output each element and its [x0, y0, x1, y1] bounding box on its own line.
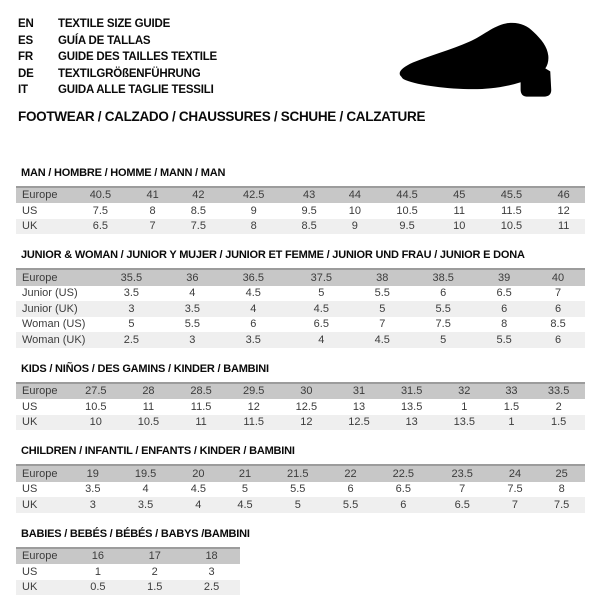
row-label: UK	[16, 497, 69, 513]
size-value: 5	[409, 332, 477, 348]
size-value: 6	[374, 497, 433, 513]
size-value: 3.5	[123, 287, 140, 299]
table-row	[16, 203, 585, 219]
size-value: 9	[250, 204, 257, 217]
size-value: 28.5	[175, 383, 228, 400]
table-row	[16, 564, 240, 580]
row-label: UK	[16, 580, 69, 596]
size-tables-container	[0, 167, 600, 596]
language-title: GUÍA DE TALLAS	[58, 34, 151, 47]
size-table	[16, 547, 240, 596]
size-value: 27.5	[69, 383, 122, 400]
table-title: CHILDREN / INFANTIL / ENFANTS / KINDER / BAMBINI	[21, 445, 295, 457]
size-section	[16, 528, 585, 596]
size-section	[16, 363, 585, 431]
size-value: 44	[334, 187, 377, 204]
size-value: 3.5	[165, 301, 219, 317]
size-value: 33	[491, 383, 533, 400]
size-value: 4.5	[190, 483, 206, 495]
size-value: 3	[208, 565, 215, 578]
size-value: 12.5	[333, 415, 386, 431]
size-value: 38.5	[409, 269, 477, 286]
size-value: 4	[219, 301, 287, 317]
size-value: 6	[250, 318, 257, 330]
size-value: 7.5	[174, 219, 223, 235]
size-value: 18	[183, 548, 240, 565]
size-value: 13.5	[438, 415, 491, 431]
size-value: 4.5	[245, 287, 261, 299]
size-value: 6	[477, 301, 531, 317]
size-value: 32	[438, 383, 491, 400]
size-value: 30	[280, 383, 333, 400]
table-title: KIDS / NIÑOS / DES GAMINS / KINDER / BAMBINI	[21, 362, 269, 375]
table-row	[16, 317, 585, 333]
size-value: 4	[175, 497, 222, 513]
size-value: 35.5	[97, 269, 165, 286]
size-value: 11	[175, 415, 228, 431]
size-value: 38	[355, 269, 409, 286]
size-value: 5.5	[184, 318, 200, 330]
table-row	[16, 269, 585, 286]
size-value: 4.5	[287, 301, 355, 317]
size-value: 24	[492, 465, 539, 482]
size-value: 7.5	[435, 318, 451, 330]
size-value: 3.5	[219, 332, 287, 348]
size-value: 19.5	[116, 465, 175, 482]
size-value: 1.5	[126, 580, 183, 596]
size-value: 5.5	[409, 301, 477, 317]
size-value: 2	[151, 565, 158, 578]
table-row	[16, 548, 240, 565]
row-label: Woman (US)	[22, 318, 86, 330]
size-value: 6	[347, 483, 354, 495]
size-value: 25	[538, 465, 585, 482]
size-value: 8	[558, 483, 565, 495]
size-value: 1	[491, 415, 533, 431]
size-value: 6.5	[433, 497, 492, 513]
size-value: 4.5	[355, 332, 409, 348]
size-value: 10	[69, 415, 122, 431]
size-value: 8	[501, 318, 508, 330]
size-value: 5	[128, 318, 135, 330]
size-value: 12	[280, 415, 333, 431]
size-value: 12	[247, 400, 260, 413]
size-value: 45	[438, 187, 481, 204]
language-title: GUIDA ALLE TAGLIE TESSILI	[58, 84, 214, 96]
table-row	[16, 399, 585, 415]
size-value: 8.5	[550, 318, 566, 330]
size-value: 5	[268, 497, 327, 513]
size-value: 7	[131, 219, 174, 235]
size-value: 6.5	[69, 219, 131, 235]
size-value: 43	[285, 187, 334, 204]
row-label: Europe	[16, 548, 69, 565]
table-row	[16, 415, 585, 431]
table-row	[16, 465, 585, 482]
language-code: FR	[18, 51, 33, 63]
size-value: 13.5	[400, 400, 423, 413]
size-value: 9.5	[301, 204, 317, 217]
size-value: 6.5	[313, 318, 329, 330]
size-table	[16, 186, 585, 235]
row-label: UK	[16, 219, 69, 235]
row-label: Europe	[16, 269, 97, 286]
size-value: 1	[94, 565, 101, 578]
size-value: 10.5	[122, 415, 175, 431]
size-value: 31	[333, 383, 386, 400]
language-title: GUIDE DES TAILLES TEXTILE	[58, 51, 217, 63]
row-label: US	[22, 400, 38, 413]
size-value: 12	[557, 204, 570, 217]
size-value: 1.5	[532, 415, 585, 431]
size-value: 40	[531, 269, 585, 286]
table-row	[16, 383, 585, 400]
table-title: MAN / HOMBRE / HOMME / MANN / MAN	[21, 166, 226, 179]
size-value: 44.5	[376, 187, 438, 204]
size-value: 8	[149, 204, 156, 217]
table-row	[16, 219, 585, 235]
size-value: 4	[287, 332, 355, 348]
size-value: 5.5	[327, 497, 374, 513]
size-table	[16, 464, 585, 513]
size-value: 22	[327, 465, 374, 482]
size-value: 40.5	[69, 187, 131, 204]
size-value: 11	[542, 219, 585, 235]
size-value: 8.5	[190, 204, 206, 217]
size-value: 5.5	[374, 287, 390, 299]
table-row	[16, 286, 585, 302]
size-value: 3	[165, 332, 219, 348]
table-row	[16, 187, 585, 204]
size-value: 33.5	[532, 383, 585, 400]
size-value: 6	[531, 332, 585, 348]
size-value: 22.5	[374, 465, 433, 482]
row-label: Woman (UK)	[16, 332, 97, 348]
row-label: US	[22, 565, 38, 578]
size-value: 28	[122, 383, 175, 400]
size-value: 10.5	[481, 219, 543, 235]
size-value: 2.5	[183, 580, 240, 596]
shoe-icon	[394, 20, 582, 104]
size-value: 6	[531, 301, 585, 317]
size-value: 36.5	[219, 269, 287, 286]
size-value: 12.5	[295, 400, 318, 413]
size-value: 39	[477, 269, 531, 286]
size-value: 42	[174, 187, 223, 204]
language-title: TEXTILGRÖßENFÜHRUNG	[58, 67, 201, 80]
table-row	[16, 497, 585, 513]
size-value: 10	[348, 204, 361, 217]
row-label: US	[22, 204, 38, 217]
size-value: 16	[69, 548, 126, 565]
size-value: 3.5	[116, 497, 175, 513]
size-value: 23.5	[433, 465, 492, 482]
size-value: 7.5	[92, 204, 109, 217]
size-value: 31.5	[385, 383, 438, 400]
size-value: 2	[555, 400, 562, 413]
size-value: 29.5	[227, 383, 280, 400]
size-value: 5.5	[477, 332, 531, 348]
size-value: 0.5	[69, 580, 126, 596]
row-label: Europe	[16, 465, 69, 482]
size-value: 13	[385, 415, 438, 431]
table-title: JUNIOR & WOMAN / JUNIOR Y MUJER / JUNIOR ET FEMME / JUNIOR UND FRAU / JUNIOR E DONA	[21, 249, 525, 261]
size-value: 11	[142, 400, 155, 413]
size-value: 4.5	[222, 497, 269, 513]
size-value: 11.5	[501, 204, 522, 217]
size-value: 1.5	[503, 400, 520, 413]
size-value: 6	[440, 287, 447, 299]
size-value: 5	[318, 287, 325, 299]
size-value: 21.5	[268, 465, 327, 482]
row-label: UK	[16, 415, 69, 431]
size-value: 8	[223, 219, 285, 235]
size-section	[16, 167, 585, 235]
size-value: 5	[355, 301, 409, 317]
size-value: 6.5	[395, 483, 411, 495]
size-value: 8.5	[285, 219, 334, 235]
category-line: FOOTWEAR / CALZADO / CHAUSSURES / SCHUHE / CALZATURE	[18, 108, 426, 124]
row-label: US	[22, 483, 38, 495]
size-value: 1	[461, 400, 468, 413]
size-value: 4	[142, 483, 149, 495]
language-code: ES	[18, 34, 33, 47]
size-value: 45.5	[481, 187, 543, 204]
size-value: 7	[379, 318, 386, 330]
size-value: 7.5	[507, 483, 523, 495]
size-value: 11	[453, 204, 465, 217]
size-value: 4	[189, 287, 196, 299]
size-value: 11.5	[227, 415, 280, 431]
table-row	[16, 332, 585, 348]
language-code: IT	[18, 84, 28, 96]
table-title: BABIES / BEBÉS / BÉBÉS / BABYS /BAMBINI	[21, 527, 250, 540]
size-value: 7	[554, 287, 562, 299]
size-value: 19	[69, 465, 116, 482]
size-value: 5.5	[290, 483, 306, 495]
size-value: 7	[492, 497, 539, 513]
size-value: 9	[334, 219, 377, 235]
size-section	[16, 249, 585, 348]
table-row	[16, 482, 585, 498]
size-value: 11.5	[190, 400, 212, 413]
language-code: EN	[18, 18, 34, 30]
row-label: Junior (US)	[22, 287, 78, 299]
table-row	[16, 301, 585, 317]
row-label: Europe	[16, 383, 69, 400]
size-value: 41	[131, 187, 174, 204]
size-value: 2.5	[97, 332, 165, 348]
language-title: TEXTILE SIZE GUIDE	[58, 18, 171, 30]
row-label: Junior (UK)	[16, 301, 97, 317]
size-value: 13	[352, 400, 366, 413]
size-value: 3	[97, 301, 165, 317]
size-value: 20	[175, 465, 222, 482]
size-table	[16, 268, 585, 348]
size-value: 10.5	[396, 204, 418, 217]
size-value: 9.5	[376, 219, 438, 235]
size-value: 37.5	[287, 269, 355, 286]
size-value: 7	[459, 483, 466, 495]
size-section	[16, 445, 585, 513]
size-table	[16, 382, 585, 431]
size-value: 6.5	[496, 287, 512, 299]
size-value: 36	[165, 269, 219, 286]
size-value: 21	[222, 465, 269, 482]
size-value: 17	[126, 548, 183, 565]
language-code: DE	[18, 67, 34, 80]
size-value: 7.5	[538, 497, 585, 513]
size-value: 42.5	[223, 187, 285, 204]
size-value: 10	[438, 219, 481, 235]
size-value: 3	[69, 497, 116, 513]
size-value: 10.5	[85, 400, 107, 413]
size-value: 5	[241, 483, 249, 495]
size-value: 3.5	[85, 483, 101, 495]
row-label: Europe	[16, 187, 69, 204]
size-value: 46	[542, 187, 585, 204]
table-row	[16, 580, 240, 596]
